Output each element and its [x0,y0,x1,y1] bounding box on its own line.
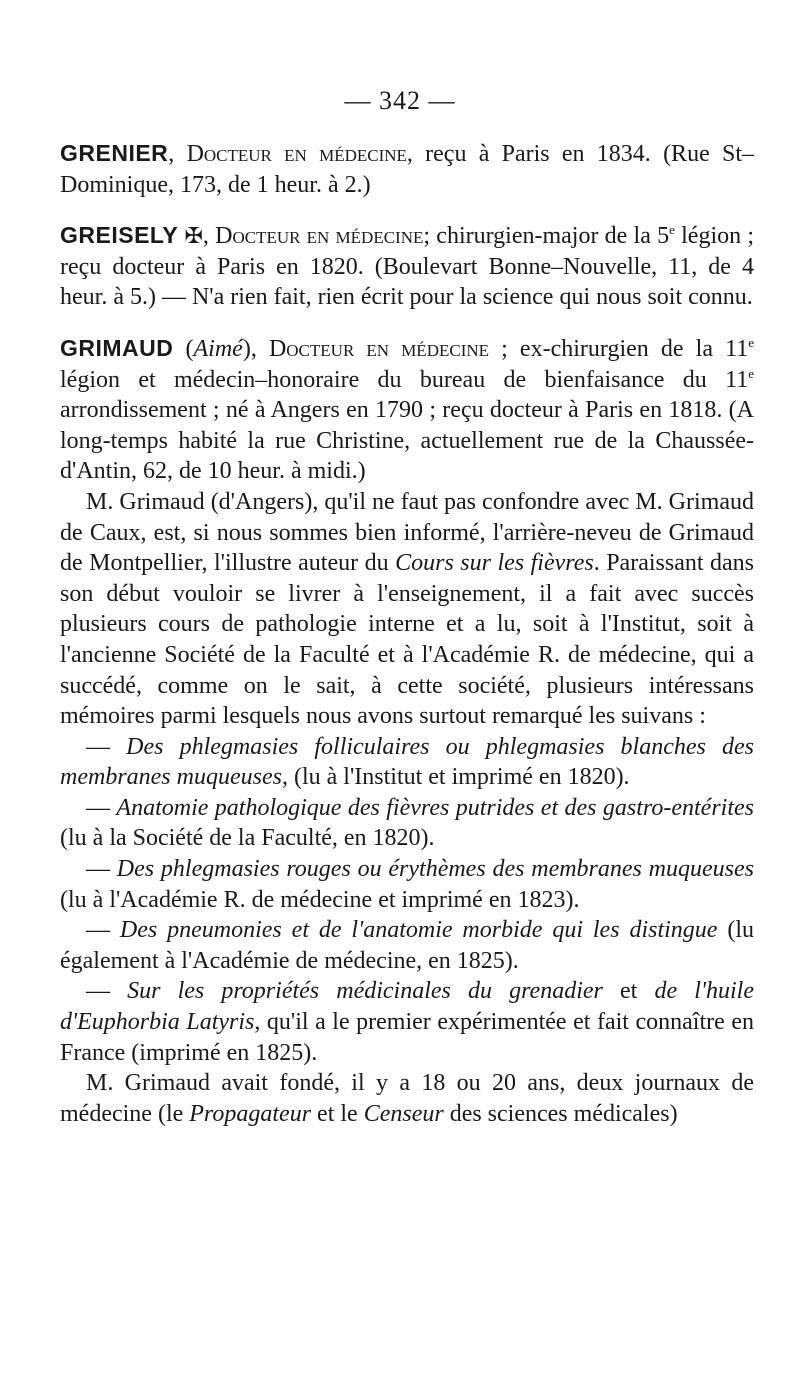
entry-text: ; chirurgien-major de la 5 [423,223,670,250]
work-title: Des pneumonies et de l'anatomie morbide qui les distingue [119,917,718,944]
journal-title: Propagateur [189,1100,312,1127]
superscript: e [748,365,754,381]
work-note: , (lu à l'Institut et imprimé en 1820). [281,764,630,791]
work-dash: — [86,917,120,944]
work-note: (lu à la Société de la Faculté, en 1820). [60,825,435,852]
entry-text: légion ; reçu docteur à Paris en 1820. (Boulevart Bonne–Nouvelle, 11, de 4 heur. à 5.) — N'a rien fait, rien écrit pour la science qui nous soit connu. [60,223,755,311]
paragraph-text: . Paraissant dans son début vouloir se livrer à l'enseignement, il a fait avec succès plusieurs cours de pathologie interne et a lu, soit à l'Institut, soit à l'ancienne Société de la Faculté et à l'Académie R. de médecine, qui a succédé, comme on le sait, à cette société, plusieurs intéressans mémoires parmi lesquels nous avons surtout remarqué les suivans : [60,550,754,730]
work-item [60,732,754,793]
entry-name: GRENIER [60,140,169,166]
work-title: Anatomie pathologique des fièvres putrides et des gastro-entérites [116,794,755,821]
work-title: de l'huile d'Euphorbia Latyris [60,978,754,1036]
entry-title: Docteur en médecine [268,335,490,362]
document-body [60,138,754,1129]
entry-greisely [60,220,754,313]
grimaud-paragraph-bio [60,487,754,732]
entry-name: GRIMAUD [60,334,174,361]
paragraph-text: M. Grimaud avait fondé, il y a 18 ou 20 ans, deux journaux de médecine (le [60,1070,754,1127]
work-item [60,976,754,1068]
journal-title: Censeur [363,1100,444,1127]
work-dash: — [86,856,117,883]
work-note: , qu'il a le premier expérimentée et fait connaître en France (imprimé en 1825). [60,1009,754,1066]
entry-text: arrondissement ; né à Angers en 1790 ; reçu docteur à Paris en 1818. (A long-temps habité la rue Christine, actuellement rue de la Chaussée-d'Antin, 62, de 10 heur. à midi.) [60,397,754,485]
superscript: e [669,222,675,238]
entry-grimaud: GRIMAUD (Aimé), Docteur en médecine ; ex-chirurgien de la 11e légion et médecin–honoraire du bureau de bienfaisance du 11e arrondissement ; né à Angers en 1790 ; reçu docteur à Paris en 1818. (A long-temps habité la rue Christine, actuellement rue de la Chaussée-d'Antin, 62, de 10 heur. à midi.) [60,334,754,485]
entry-name: GREISELY [60,222,179,249]
entry-text: légion et médecin–honoraire du bureau de bienfaisance du 11 [60,366,749,393]
entry-text: ; ex-chirurgien de la 11 [489,335,749,362]
grimaud-paragraph-journals [60,1068,754,1129]
entry-given-name: Aimé [193,335,243,362]
work-item [60,915,754,976]
paragraph-text: et le [311,1100,364,1127]
entry-title: Docteur en médecine [215,223,424,250]
work-dash: — [86,794,117,821]
work-conjunction: et [602,978,655,1005]
work-title: Sur les propriétés médicinales du grenadier [127,978,603,1005]
page-number: — 342 — [344,86,456,115]
entry-title: Docteur en médecine [186,141,407,167]
superscript: e [748,334,754,350]
work-title: Cours sur les fièvres [395,550,594,577]
work-item [60,793,754,854]
work-dash: — [86,733,127,760]
legion-cross-icon: ✠ [184,223,203,249]
paragraph-text: M. Grimaud (d'Angers), qu'il ne faut pas confondre avec M. Grimaud de Caux, est, si nous sommes bien informé, l'arrière‑neveu de Grimaud de Montpellier, l'illustre auteur du [60,488,754,577]
work-note: (lu également à l'Académie de médecine, en 1825). [60,917,754,974]
work-note: (lu à l'Académie R. de médecine et imprimé en 1823). [60,886,580,913]
entry-comma: , [202,223,209,250]
paragraph-text: des sciences médicales) [443,1100,678,1127]
entry-grenier [60,138,754,200]
work-title: Des phlegmasies rouges ou érythèmes des membranes muqueuses [116,856,754,883]
entry-comma: , [168,141,175,167]
entry-text: , reçu à Paris en 1834. (Rue St–Dominique, 173, de 1 heur. à 2.) [60,141,754,198]
work-item [60,854,754,915]
work-dash: — [86,978,128,1005]
work-title: Des phlegmasies folliculaires ou phlegmasies blanches des membranes muqueuses [60,733,754,791]
